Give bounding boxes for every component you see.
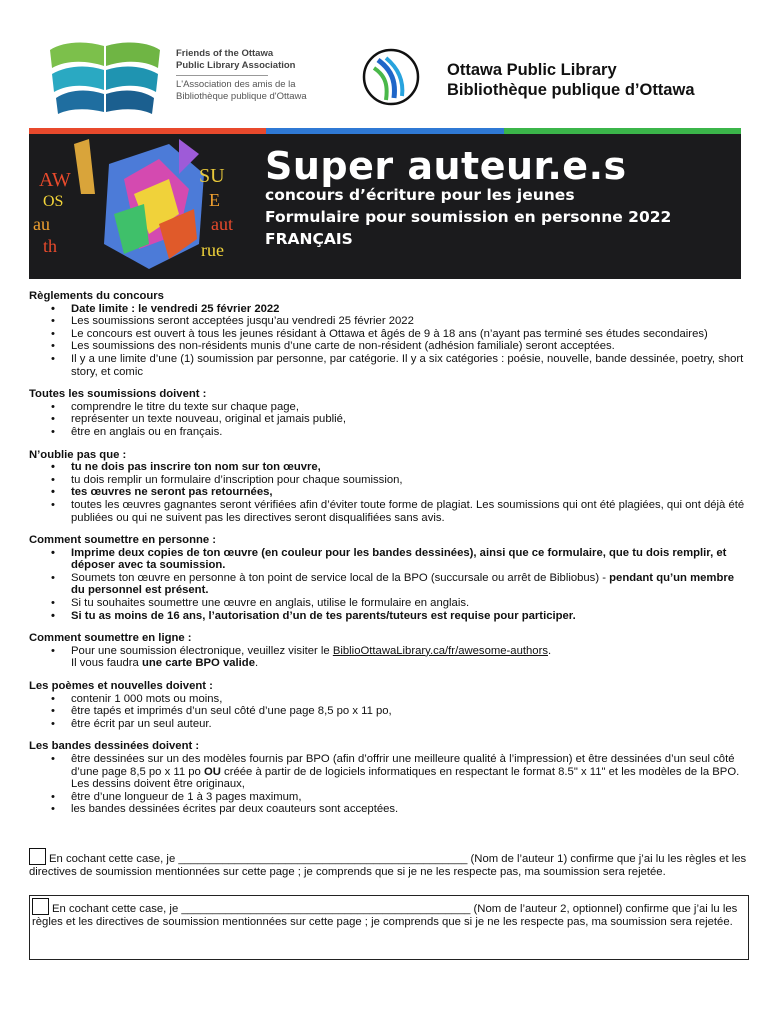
list-item: • Les soumissions seront acceptées jusqu’au vendredi 25 février 2022 <box>71 315 749 328</box>
list-item <box>71 572 749 597</box>
svg-text:AW: AW <box>39 169 71 191</box>
rules-heading: Règlements du concours <box>29 290 164 302</box>
author2-text-b: (Nom de l’auteur 2, optionnel) confirme que j’ai lu les règles et les directives de soumission mentionnées sur cette page ; je comprends que si je ne les respecte pas, ma soumission sera rejetée. <box>32 903 738 928</box>
dontforget-list <box>29 461 749 524</box>
stripe-green <box>504 128 741 134</box>
banner-language: FRANÇAIS <box>265 230 353 248</box>
dontforget-heading: N’oublie pas que : <box>29 448 127 461</box>
fotopla-logo <box>40 38 310 118</box>
list-item: • Les soumissions des non-résidents munis d’une carte de non-résident (adhésion familiale) seront acceptées. <box>71 340 749 353</box>
list-item: • Le concours est ouvert à tous les jeunes résidant à Ottawa et âgés de 9 à 18 ans (n’ayant pas terminé ses études secondaires) <box>71 328 749 341</box>
online-card-period: . <box>254 657 259 670</box>
author1-name-field[interactable]: ______________________________________________ <box>178 853 468 865</box>
comics-list <box>29 753 749 816</box>
list-item <box>71 753 749 791</box>
list-item: • contenir 1 000 mots ou moins, <box>71 693 749 706</box>
list-item: • les bandes dessinées écrites par deux coauteurs sont acceptées. <box>71 803 749 816</box>
opl-name <box>447 60 695 100</box>
inperson-list <box>29 547 749 623</box>
inperson-item2-bold: pendant qu’un membre du personnel est présent. <box>71 571 735 597</box>
stripe-blue <box>266 128 503 134</box>
list-item: • toutes les œuvres gagnantes seront vérifiées afin d’éviter toute forme de plagiat. Les soumissions qui ont été plagiées, qui ont déjà été publiées ou qui ne suivent pas les directives seront disqualifiées sans avis. <box>71 499 749 524</box>
svg-text:SU: SU <box>199 165 225 187</box>
online-period: . <box>548 644 552 657</box>
online-card-text: Il vous faudra <box>71 657 142 670</box>
fotopla-text <box>176 48 307 103</box>
opl-line1: Ottawa Public Library <box>447 61 617 79</box>
fotopla-line3: L'Association des amis de la <box>176 79 296 90</box>
book-logo-icon <box>40 38 170 118</box>
comics-heading: Les bandes dessinées doivent : <box>29 740 200 753</box>
list-item: • représenter un texte nouveau, original et jamais publié, <box>71 413 749 426</box>
banner-title: Super auteur.e.s <box>265 144 627 188</box>
svg-text:au: au <box>33 214 50 234</box>
must-heading: Toutes les soumissions doivent : <box>29 388 207 401</box>
list-item: • Date limite : le vendredi 25 février 2022 <box>71 303 749 316</box>
list-item: • Il y a une limite d’une (1) soumission par personne, par catégorie. Il y a six catégories : poésie, nouvelle, bande dessinée, poetry, short story, et comic <box>71 353 749 378</box>
banner <box>29 128 741 279</box>
poems-heading: Les poèmes et nouvelles doivent : <box>29 680 213 693</box>
author2-name-field[interactable]: ______________________________________________ <box>181 903 471 915</box>
fotopla-line1: Friends of the Ottawa <box>176 48 274 59</box>
list-item: • tu ne dois pas inscrire ton nom sur ton œuvre, <box>71 461 749 474</box>
svg-text:E: E <box>209 190 220 210</box>
svg-text:aut: aut <box>211 214 233 234</box>
list-item: • être tapés et imprimés d’un seul côté d’une page 8,5 po x 11 po, <box>71 705 749 718</box>
author2-text-a: En cochant cette case, je <box>52 903 182 915</box>
fotopla-line2: Public Library Association <box>176 60 296 71</box>
comics-item1-c: créée à partir de de logiciels informatiques en respectant le format 8.5" x 11" et les modèles de la BPO. Les dessins doivent être originaux, <box>71 765 740 791</box>
list-item: • Si tu souhaites soumettre une œuvre en anglais, utilise le formulaire en anglais. <box>71 597 749 610</box>
list-item: • être en anglais ou en français. <box>71 426 749 439</box>
banner-subtitle-2: Formulaire pour soumission en personne 2022 <box>265 208 672 226</box>
author1-checkbox[interactable] <box>29 848 46 865</box>
opl-logo <box>362 48 742 108</box>
svg-text:OS: OS <box>43 193 64 210</box>
list-item: • comprendre le titre du texte sur chaque page, <box>71 401 749 414</box>
fotopla-divider <box>176 75 268 76</box>
author2-checkbox[interactable] <box>32 898 49 915</box>
banner-subtitle-1: concours d’écriture pour les jeunes <box>265 186 575 204</box>
online-list <box>29 645 749 670</box>
svg-text:th: th <box>43 236 58 256</box>
comics-item1-a: être dessinées sur un des modèles fournis par BPO (afin d’offrir une meilleure qualité à l’impression) et être dessinées d’un seul côté d’une page 8,5 po x 11 po <box>71 753 735 778</box>
online-card-bold: une carte BPO valide <box>141 657 255 670</box>
opl-line2: Bibliothèque publique d’Ottawa <box>447 81 695 99</box>
online-link[interactable]: BiblioOttawaLibrary.ca/fr/awesome-authors <box>332 644 548 657</box>
author1-text-b: (Nom de l’auteur 1) confirme que j’ai lu les règles et les directives de soumission mentionnées sur cette page ; je comprends que si je ne les respecte pas, ma soumission sera rejetée. <box>29 853 747 878</box>
comics-item1-or: OU <box>203 765 221 778</box>
list-item: • être d’une longueur de 1 à 3 pages maximum, <box>71 791 749 804</box>
author1-confirmation <box>29 848 749 879</box>
online-text: Pour une soumission électronique, veuillez visiter le <box>71 644 333 657</box>
svg-text:rue: rue <box>201 240 224 260</box>
list-item: • tes œuvres ne seront pas retournées, <box>71 486 749 499</box>
author1-text-a: En cochant cette case, je <box>49 853 179 865</box>
author2-confirmation <box>29 895 749 960</box>
list-item: • tu dois remplir un formulaire d’inscription pour chaque soumission, <box>71 474 749 487</box>
rules-list <box>29 303 749 379</box>
inperson-item2-text: Soumets ton œuvre en personne à ton point de service local de la BPO (succursale ou arrêt de Bibliobus) - <box>71 571 610 584</box>
list-item: • Imprime deux copies de ton œuvre (en couleur pour les bandes dessinées), ainsi que ce formulaire, que tu dois remplir, et déposer avec ta soumission. <box>71 547 749 572</box>
inperson-heading: Comment soumettre en personne : <box>29 534 217 547</box>
fotopla-line4: Bibliothèque publique d'Ottawa <box>176 91 307 102</box>
rules-content <box>29 290 749 816</box>
list-item: • être écrit par un seul auteur. <box>71 718 749 731</box>
must-list <box>29 401 749 439</box>
awesome-authors-art-icon <box>29 134 261 279</box>
opl-circle-icon <box>362 48 420 106</box>
list-item <box>71 645 749 670</box>
list-item: • Si tu as moins de 16 ans, l’autorisation d’un de tes parents/tuteurs est requise pour participer. <box>71 610 749 623</box>
online-heading: Comment soumettre en ligne : <box>29 632 192 645</box>
poems-list <box>29 693 749 731</box>
